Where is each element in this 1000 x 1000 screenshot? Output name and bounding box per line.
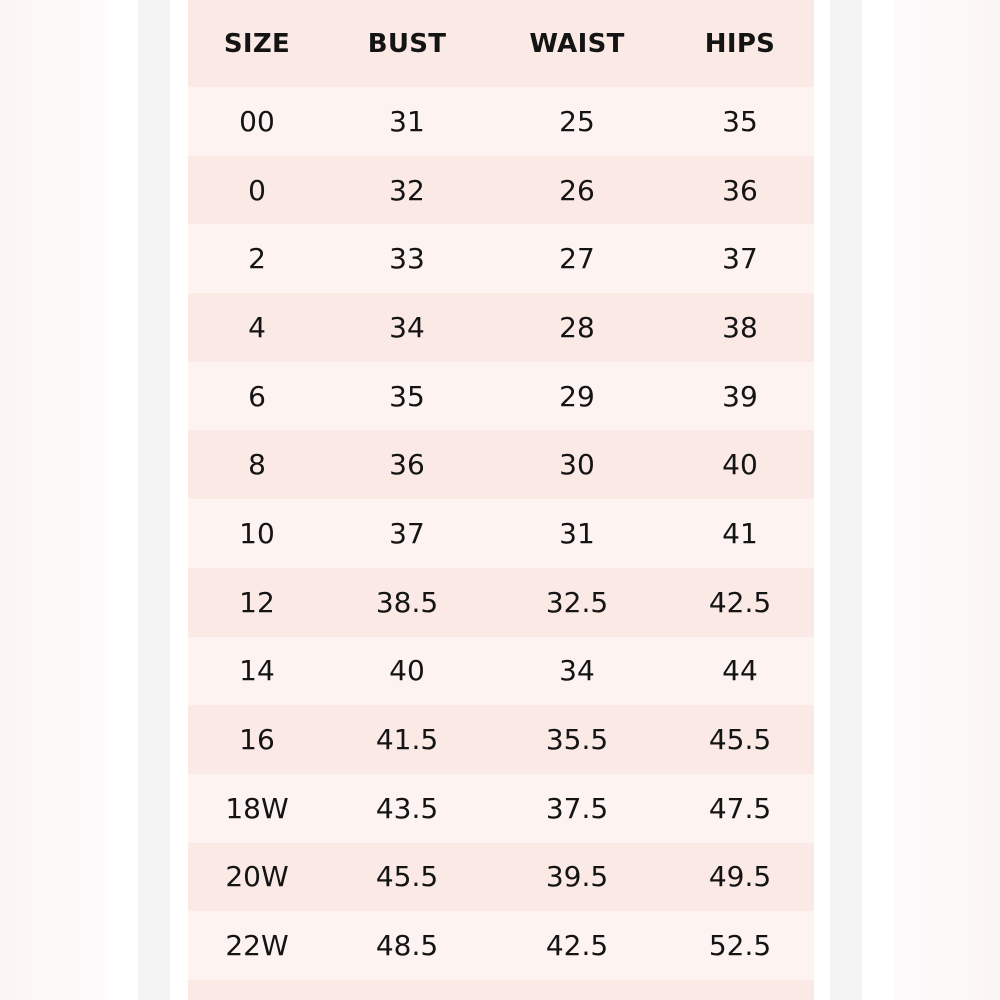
- table-row: [188, 843, 814, 912]
- cell-hips: 47.5: [666, 774, 814, 843]
- cell-size: [188, 980, 326, 1000]
- cell-hips: 52.5: [666, 911, 814, 980]
- cell-size: 18W: [188, 774, 326, 843]
- right-background: [894, 0, 1000, 1000]
- table-row: [188, 156, 814, 225]
- cell-bust: 45.5: [326, 843, 488, 912]
- cell-hips: 36: [666, 156, 814, 225]
- table-row: [188, 568, 814, 637]
- cell-bust: 40: [326, 637, 488, 706]
- cell-waist: 32.5: [488, 568, 666, 637]
- cell-hips: [666, 980, 814, 1000]
- cell-size: 16: [188, 705, 326, 774]
- table-row: [188, 224, 814, 293]
- cell-bust: 32: [326, 156, 488, 225]
- header-row: [188, 0, 814, 87]
- cell-bust: 38.5: [326, 568, 488, 637]
- cell-size: 14: [188, 637, 326, 706]
- size-chart-table: [188, 0, 814, 1000]
- cell-waist: 31: [488, 499, 666, 568]
- cell-bust: 37: [326, 499, 488, 568]
- cell-size: 4: [188, 293, 326, 362]
- cell-waist: 28: [488, 293, 666, 362]
- cell-waist: 30: [488, 430, 666, 499]
- header-waist: WAIST: [488, 0, 666, 87]
- cell-hips: 39: [666, 362, 814, 431]
- table-row: [188, 774, 814, 843]
- cell-hips: 44: [666, 637, 814, 706]
- cell-size: 8: [188, 430, 326, 499]
- table-row: [188, 705, 814, 774]
- cell-hips: 45.5: [666, 705, 814, 774]
- cell-bust: 36: [326, 430, 488, 499]
- cell-bust: 34: [326, 293, 488, 362]
- cell-waist: 35.5: [488, 705, 666, 774]
- cell-waist: 27: [488, 224, 666, 293]
- cell-waist: 29: [488, 362, 666, 431]
- size-chart-body: [188, 87, 814, 1000]
- cell-hips: 37: [666, 224, 814, 293]
- cell-waist: 37.5: [488, 774, 666, 843]
- header-size: SIZE: [188, 0, 326, 87]
- header-hips: HIPS: [666, 0, 814, 87]
- cell-bust: [326, 980, 488, 1000]
- cell-waist: 42.5: [488, 911, 666, 980]
- size-chart-header: [188, 0, 814, 87]
- cell-bust: 43.5: [326, 774, 488, 843]
- table-row: [188, 362, 814, 431]
- cell-hips: 41: [666, 499, 814, 568]
- left-gap-strip: [138, 0, 170, 1000]
- cell-size: 20W: [188, 843, 326, 912]
- cell-size: 12: [188, 568, 326, 637]
- table-row: [188, 430, 814, 499]
- header-bust: BUST: [326, 0, 488, 87]
- cell-size: 10: [188, 499, 326, 568]
- cell-waist: 39.5: [488, 843, 666, 912]
- cell-waist: 25: [488, 87, 666, 156]
- table-row: [188, 911, 814, 980]
- cell-bust: 33: [326, 224, 488, 293]
- table-row: [188, 87, 814, 156]
- cell-bust: 41.5: [326, 705, 488, 774]
- cell-hips: 49.5: [666, 843, 814, 912]
- cell-waist: 34: [488, 637, 666, 706]
- cell-hips: 35: [666, 87, 814, 156]
- table-row: [188, 293, 814, 362]
- cell-hips: 38: [666, 293, 814, 362]
- cell-hips: 40: [666, 430, 814, 499]
- cell-waist: [488, 980, 666, 1000]
- table-row: [188, 980, 814, 1000]
- cell-bust: 35: [326, 362, 488, 431]
- table-row: [188, 499, 814, 568]
- cell-size: 6: [188, 362, 326, 431]
- cell-size: 2: [188, 224, 326, 293]
- cell-hips: 42.5: [666, 568, 814, 637]
- right-gap-strip: [830, 0, 862, 1000]
- cell-size: 00: [188, 87, 326, 156]
- left-background: [0, 0, 108, 1000]
- cell-size: 22W: [188, 911, 326, 980]
- cell-bust: 48.5: [326, 911, 488, 980]
- cell-bust: 31: [326, 87, 488, 156]
- table-row: [188, 637, 814, 706]
- cell-size: 0: [188, 156, 326, 225]
- cell-waist: 26: [488, 156, 666, 225]
